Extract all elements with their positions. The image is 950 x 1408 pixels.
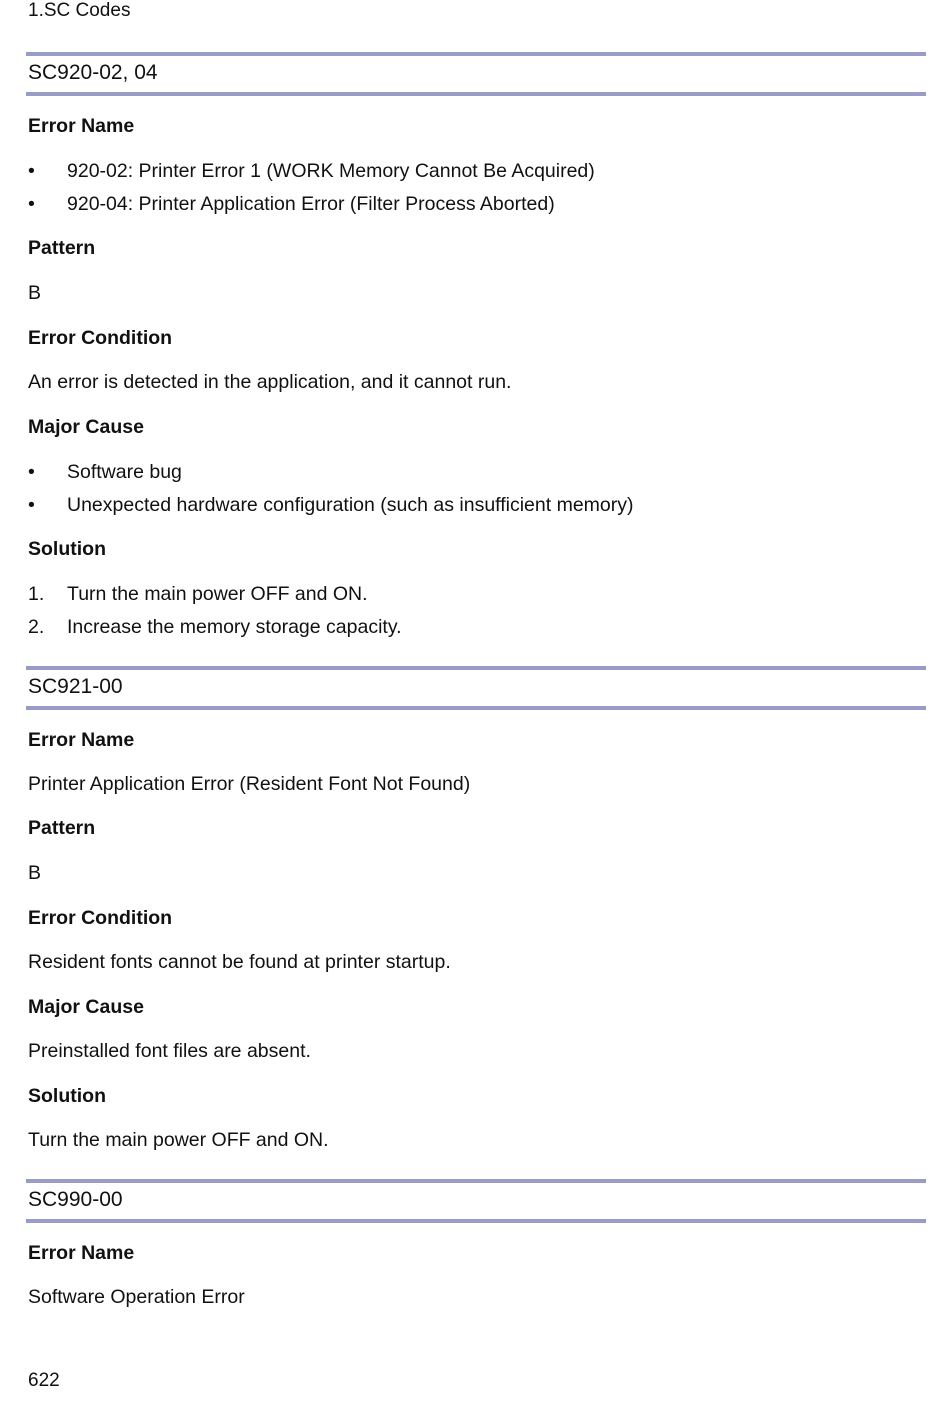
solution-step-text: Turn the main power OFF and ON. [67,583,368,605]
error-name-text: Printer Application Error (Resident Font Not Found) [28,773,471,795]
sc-code-header [26,666,926,710]
solution-text: Turn the main power OFF and ON. [28,1129,329,1151]
error-name-heading: Error Name [28,729,135,751]
solution-heading: Solution [28,538,106,560]
bullet-mark: • [28,160,35,182]
page-number: 622 [28,1370,60,1391]
bullet-mark: • [28,494,35,516]
bullet-mark: • [28,461,35,483]
step-number: 1. [28,583,45,605]
error-name-text: Software Operation Error [28,1286,245,1308]
solution-heading: Solution [28,1085,106,1107]
pattern-heading: Pattern [28,817,96,839]
sc-code-header [26,52,926,96]
pattern-value: B [28,282,42,304]
solution-step-text: Increase the memory storage capacity. [67,616,402,638]
major-cause-text: Preinstalled font files are absent. [28,1040,311,1062]
major-cause-heading: Major Cause [28,996,144,1018]
cause-item-text: Unexpected hardware configuration (such as insufficient memory) [67,494,634,516]
error-name-item-text: 920-02: Printer Error 1 (WORK Memory Cannot Be Acquired) [67,160,595,182]
sc-code-title: SC990-00 [28,1188,123,1211]
sc-code-title: SC920-02, 04 [28,61,158,84]
error-name-item-text: 920-04: Printer Application Error (Filter Process Aborted) [67,193,555,215]
error-condition-text: Resident fonts cannot be found at printer startup. [28,951,451,973]
bullet-mark: • [28,193,35,215]
error-condition-heading: Error Condition [28,327,173,349]
error-name-heading: Error Name [28,1242,135,1264]
running-head: 1.SC Codes [28,0,131,21]
major-cause-heading: Major Cause [28,416,144,438]
error-condition-text: An error is detected in the application, and it cannot run. [28,371,512,393]
sc-code-header [26,1179,926,1223]
pattern-heading: Pattern [28,237,96,259]
error-name-heading: Error Name [28,115,135,137]
pattern-value: B [28,862,42,884]
error-condition-heading: Error Condition [28,907,173,929]
step-number: 2. [28,616,45,638]
sc-code-title: SC921-00 [28,675,123,698]
cause-item-text: Software bug [67,461,182,483]
